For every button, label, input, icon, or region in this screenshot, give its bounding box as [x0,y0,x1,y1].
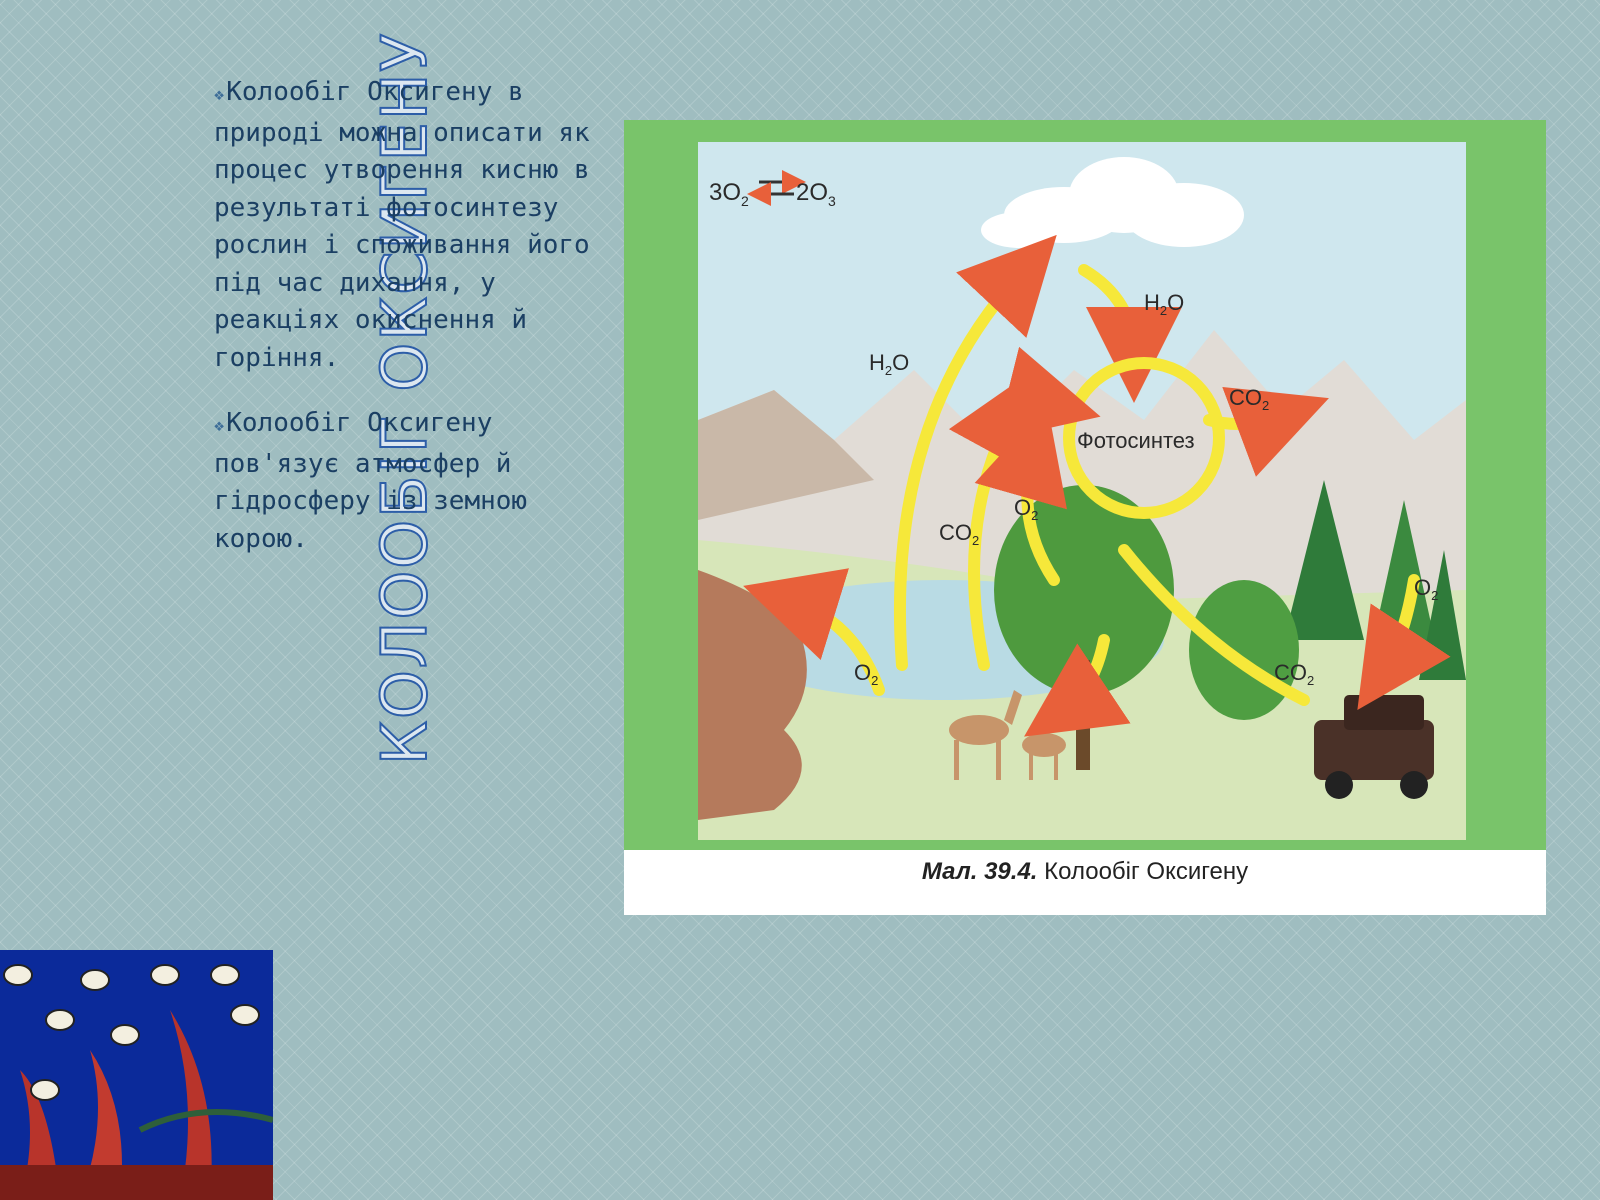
o2-mid-label: $O_2$ [1014,495,1039,523]
oxygen-cycle-figure [624,120,1546,915]
svg-text:2O3: $2O_3$ [796,179,836,209]
svg-text:3O2: $3O_2$ [709,179,749,209]
figure-caption [624,858,1546,886]
bullet-list [214,74,599,586]
figure-caption-text: Колообіг Оксигену [1044,858,1249,885]
photosynthesis-label: Фотосинтез [1077,428,1195,453]
slide-title: КОЛООБІГ ОКСИГЕНУ [368,31,441,765]
bullet-text-2: Колообіг Оксигену пов'язує атмосфер й гідросферу із земною корою. [214,408,528,554]
co2-right-label: $CO_2$ [1229,385,1270,413]
h2o-left-label: $H_2O$ [869,350,910,378]
oxygen-cycle-illustration [624,120,1546,850]
aquarium-fish-icon [0,950,273,1200]
bullet-item-1 [214,74,599,377]
o2-left-label: $O_2$ [854,660,879,688]
h2o-right-label: $H_2O$ [1144,290,1185,318]
bullet-item-2 [214,405,599,558]
o2-right-label: $O_2$ [1414,575,1439,603]
bullet-text-1: Колообіг Оксигену в природі можна описати як процес утворення кисню в результаті фотосинтезу рослин і споживання його під час дихання, у реакціях окиснення й горіння. [214,77,590,373]
diamond-bullet-icon: ❖ [214,85,225,105]
figure-caption-number: Мал. 39.4. [921,858,1038,885]
co2-bottom-label: $CO_2$ [1274,660,1315,688]
diamond-bullet-icon: ❖ [214,416,225,436]
co2-mid-label: $CO_2$ [939,520,980,548]
